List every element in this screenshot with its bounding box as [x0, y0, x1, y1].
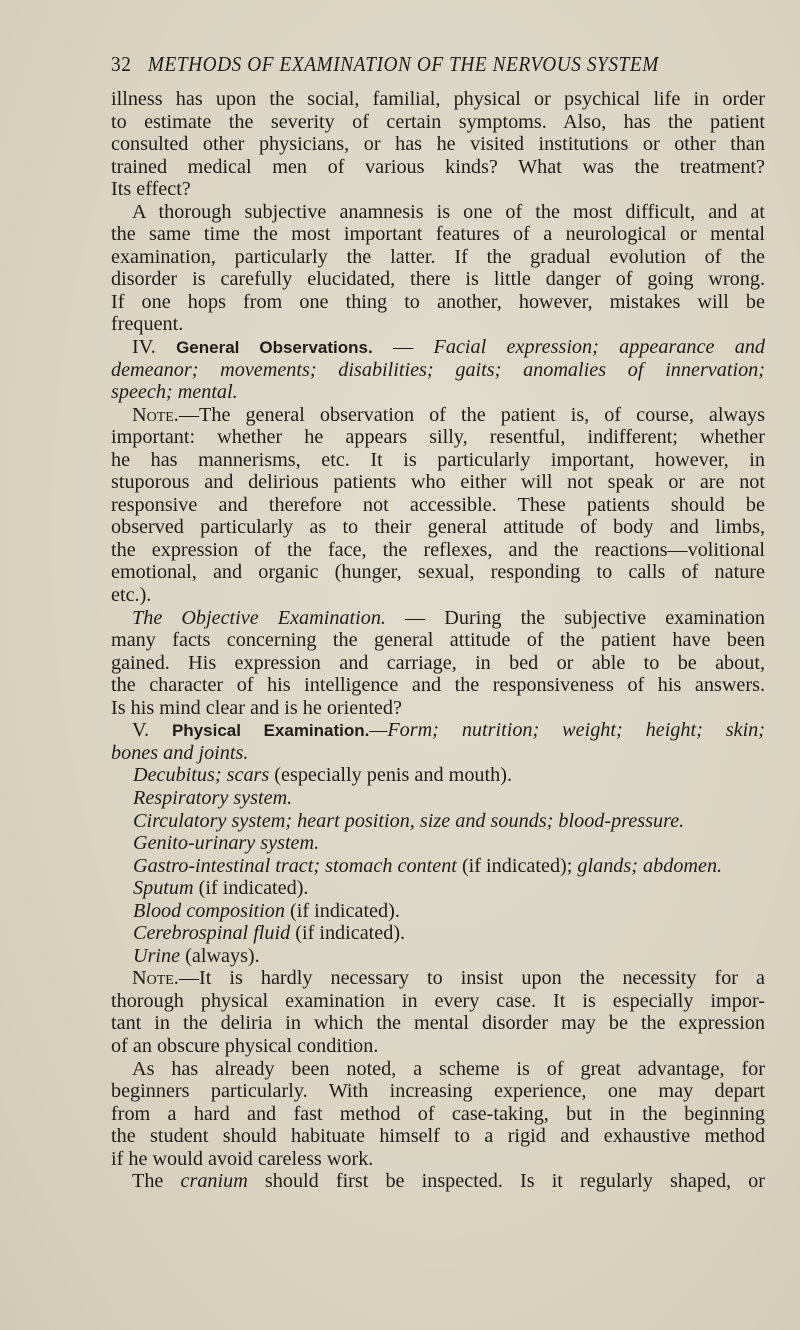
text-line: A thorough subjective anamnesis is one of the most difficult, and at: [132, 200, 765, 223]
section-subjects: —Form; nutrition; weight; height; skin;: [369, 719, 766, 742]
exam-item: Cerebrospinal fluid (if indicated).: [133, 922, 406, 945]
running-head: [111, 52, 718, 77]
section-v-heading-line: [111, 719, 765, 742]
text-line: many facts concerning the general attitude of the patient have been: [111, 629, 765, 652]
text-line: As has already been noted, a scheme is of great advantage, for: [132, 1057, 765, 1080]
note-line: Note.—The general observation of the patient is, of course, always: [132, 403, 765, 426]
text-line: emotional, and organic (hunger, sexual, responding to calls of nature: [111, 561, 765, 584]
text-line: Is his mind clear and is he oriented?: [111, 696, 402, 719]
text-line: beginners particularly. With increasing experience, one may depart: [111, 1080, 765, 1103]
text-line: observed particularly as to their general attitude of body and limbs,: [111, 516, 765, 539]
exam-item: Blood composition (if indicated).: [133, 899, 400, 922]
exam-item: Circulatory system; heart position, size and sounds; blood-pressure.: [133, 809, 685, 832]
text-line: important: whether he appears silly, resentful, indifferent; whether: [111, 426, 765, 449]
text-line: the character of his intelligence and the responsiveness of his answers.: [111, 674, 765, 697]
text-line: If one hops from one thing to another, however, mistakes will be: [111, 290, 765, 313]
text-line: the expression of the face, the reflexes, and the reactions—volitional: [111, 538, 765, 561]
note-label: Note.: [132, 403, 179, 426]
exam-item: Sputum (if indicated).: [133, 877, 309, 900]
text-line: trained medical men of various kinds? What was the treatment?: [111, 155, 765, 178]
exam-item: Urine (always).: [133, 944, 260, 967]
text-line: bones and joints.: [111, 741, 249, 764]
page-number: 32: [111, 52, 132, 76]
text-line: thorough physical examination in every case. It is especially impor-: [111, 989, 765, 1012]
body-text: [111, 88, 765, 1193]
text-line: The cranium should first be inspected. Is it regularly shaped, or: [132, 1170, 766, 1193]
section-numeral: IV.: [132, 336, 156, 359]
section-subjects: Facial expression; appearance and: [433, 336, 766, 359]
text-line: frequent.: [111, 313, 184, 336]
note-label: Note.: [132, 967, 179, 990]
text-line: speech; mental.: [111, 381, 238, 404]
exam-item: Genito-urinary system.: [133, 832, 320, 855]
section-heading: General Observations.: [176, 338, 373, 358]
running-title: METHODS OF EXAMINATION OF THE NERVOUS SYSTEM: [147, 52, 659, 76]
note-line: Note.—It is hardly necessary to insist upon the necessity for a: [132, 967, 765, 990]
text-line: disorder is carefully elucidated, there is little danger of going wrong.: [111, 268, 765, 291]
text-line: he has mannerisms, etc. It is particularly important, however, in: [111, 448, 765, 471]
text-line: Its effect?: [111, 178, 191, 201]
text-line: the same time the most important features of a neurological or mental: [111, 223, 765, 246]
text-line: etc.).: [111, 584, 152, 607]
text-line: examination, particularly the latter. If the gradual evolution of the: [111, 245, 765, 268]
section-heading: Physical Examination.: [171, 721, 370, 741]
section-iv-heading-line: IV. General Observations. — Facial expression; appearance and: [132, 336, 766, 359]
text-line: if he would avoid careless work.: [111, 1147, 374, 1170]
text-line: demeanor; movements; disabilities; gaits; anomalies of innervation;: [111, 358, 765, 381]
objective-heading-line: The Objective Examination. — During the subjective examination: [132, 606, 766, 629]
text-line: illness has upon the social, familial, physical or psychical life in order: [111, 88, 765, 110]
text-line: to estimate the severity of certain symptoms. Also, has the patient: [111, 110, 765, 133]
exam-item: Gastro-intestinal tract; stomach content (if indicated); glands; abdomen.: [133, 854, 723, 877]
text-line: from a hard and fast method of case-taking, but in the beginning: [111, 1102, 765, 1125]
text-line: responsive and therefore not accessible. These patients should be: [111, 493, 765, 516]
text-line: consulted other physicians, or has he visited institutions or other than: [111, 133, 765, 156]
subsection-heading: The Objective Examination.: [132, 606, 386, 629]
text-line: stuporous and delirious patients who either will not speak or are not: [111, 471, 765, 494]
text-line: of an obscure physical condition.: [111, 1034, 379, 1057]
text-line: the student should habituate himself to a rigid and exhaustive method: [111, 1125, 765, 1148]
text-line: tant in the deliria in which the mental disorder may be the expression: [111, 1012, 765, 1035]
exam-item: Respiratory system.: [133, 786, 293, 809]
exam-item: Decubitus; scars (especially penis and mouth).: [133, 764, 512, 787]
text-line: gained. His expression and carriage, in bed or able to be about,: [111, 651, 765, 674]
section-numeral: V.: [132, 719, 150, 742]
